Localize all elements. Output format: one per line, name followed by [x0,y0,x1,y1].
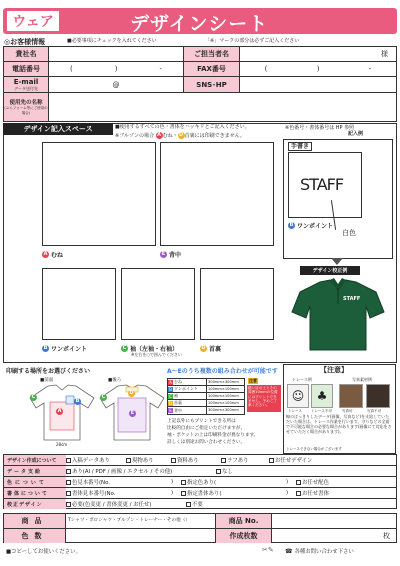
product-no-input[interactable] [272,514,396,529]
product-label: 商品 [4,514,66,529]
option-font-1-close: ) [171,490,174,496]
example-label: 記入例 [348,131,364,137]
option-label-proof: 校正デザイン [4,499,66,509]
option-proof-2[interactable]: 不要 [186,500,203,508]
print-foot-2: 比較的自由にご指定いただけますが、 [167,426,246,431]
width-dim-label: 28cm [56,442,68,447]
combo-title: A～Eのうち複数の組み合わせが可能です [167,368,278,375]
option-design-2[interactable]: 現物あり [126,456,171,464]
honorific: 様 [381,50,388,58]
email-label-text: E-mail [13,77,39,86]
print-area-heading: 印刷する場所をお選びください [6,368,91,375]
zone-e-label: E 背中 [161,251,182,259]
back-c-marker: C [101,394,106,400]
front-c-marker: C [31,394,36,400]
polo-shirt-image [290,278,386,352]
usage-sub-text: (ユニフォーム等にご使用の場合) [4,106,48,115]
proof-arrow [331,258,343,265]
product-value: Tシャツ・ポロシャツ・ブルゾン・トレーナー・その他（ [68,518,186,524]
size-values [207,378,245,415]
email-label [4,77,49,93]
front-a-marker: A [57,408,62,414]
back-d-marker: D [129,390,134,396]
tel-label: 電話番号 [4,62,49,77]
product-no-label: 商品 No. [216,514,272,529]
size-table [167,378,207,415]
paren-right: ) [316,65,320,73]
email-sub-text: データ送付先 [14,85,38,91]
dash: - [159,65,162,73]
size-value-b: 100mm×100mm [207,386,244,393]
back-e-marker: E [130,410,135,416]
print-foot-3: 袖・ポケットの上は印刷料金が異なります。 [167,433,259,438]
paren-left: ( [70,65,73,73]
usage-label-text: 使用先の名称 [9,100,43,106]
product-input[interactable] [66,514,216,529]
zone-a-badge: A [157,132,162,138]
footer-copy-note: ■コピーしてお使いください。 [6,549,81,555]
company-input[interactable] [49,47,184,62]
usage-input[interactable] [49,93,396,121]
person-label: ご担当者名 [184,47,240,62]
trace-ng-text: トレース不可 [311,409,332,413]
color-count-input[interactable] [66,529,216,543]
design-heading: デザイン記入スペース [3,123,113,135]
option-data-2[interactable]: なし [216,467,233,475]
size-value-a: 300mm×300mm [207,379,244,386]
option-design-4[interactable]: ラフあり [221,456,269,464]
option-label-font: 書体について [4,488,66,498]
photo-ng-img [366,384,390,408]
tel-input[interactable] [49,62,184,77]
zone-e-box[interactable] [160,142,274,246]
page-title: デザインシート [130,13,269,35]
person-input[interactable] [240,47,396,62]
option-color-3[interactable]: お任せ配色 [296,478,329,486]
option-font-2-close: ) [286,490,289,496]
photo-ok-img [339,384,363,408]
count-input[interactable] [272,529,396,543]
sample-zone-label: B ワンポイント [289,222,334,230]
options-table [3,454,397,509]
paren-right: ) [114,65,118,73]
phone-icon: ☎ [285,547,293,555]
option-data-1[interactable]: あり(AI / PDF / 画像 / エクセル / その他) [66,467,216,475]
front-label: ■前面 [40,378,54,383]
option-label-data: データ支給 [4,466,66,476]
trace-label: トレース例 [292,377,312,382]
front-b-marker: B [75,398,80,404]
trace-ok-text: トレース [288,409,302,413]
zone-b-box[interactable] [42,268,116,340]
design-note2: ※ブルゾンの場合 A むね・D首裏には印刷できません。 [115,132,245,139]
option-row-data [4,466,396,477]
fax-input[interactable] [240,62,396,77]
option-font-3[interactable]: お任せ書体 [296,489,329,497]
email-input[interactable] [49,77,184,93]
option-row-design [4,455,396,466]
order-table [3,513,397,543]
zone-c-label: C 袖（左袖・右袖） [122,345,179,353]
size-row-b: B ワンポイント [168,386,206,393]
option-proof-1[interactable]: 必要(色変更 / 書体変更 / お任せ) [66,500,186,508]
customer-heading: ◎お客様情報 [4,38,46,46]
print-foot-1: 上記以外にもプリントできる所は [167,419,236,424]
photo-ok-text: 写真可 [342,409,353,413]
circle-icon: ◎ [4,38,11,46]
paren-left: ( [264,65,268,73]
option-font-1[interactable]: 書体見本番号(No. [66,489,171,497]
option-design-3[interactable]: 資料あり [171,456,221,464]
count-unit: 枚 [383,532,390,540]
print-foot-4: 詳しくは別途お問い合わせください。 [167,440,246,445]
sns-input[interactable] [240,77,396,93]
customer-note-required: 「※」マークの部分は必ずご記入ください [205,38,300,44]
company-label: 貴社名 [4,47,49,62]
zone-c-sub: ※左右を○で囲んでください [131,352,182,357]
size-row-c: C 袖 [168,393,206,400]
option-color-1-close: ) [171,479,174,485]
footer-contact: ☎ 各種お問い合わせ下さい [285,547,354,555]
side-note: ※色番号・書体番号は HP 参照 [285,125,355,131]
count-label: 作成枚数 [216,529,272,543]
customer-note-checkbox: ■必要事項にチェックを入れてください [67,38,157,44]
zone-d-label: D 首裏 [201,345,222,353]
option-row-color [4,477,396,488]
size-row-e: E 背中 [169,407,182,413]
sns-label: SNS･HP [184,77,240,93]
trace-ng-img: ♣ [311,384,333,408]
size-row-a: A むね [168,379,206,386]
trace-ok-img: ☺ [287,384,309,408]
option-color-1[interactable]: 色見本番号(No. [66,478,171,486]
attention-title: 【注意】 [320,366,348,374]
sample-staff-text: STAFF [300,175,344,194]
zone-d-badge: D [179,132,184,138]
attention-sub: トレースできない場合がございます [286,447,342,451]
zone-c-box[interactable] [121,268,195,340]
customer-table [3,46,397,122]
option-color-2-close: ) [286,479,289,485]
sample-color-text: 白色 [342,229,356,237]
back-label: ■後ろ [108,378,122,383]
proof-label: デザイン校正例 [300,266,360,275]
caution-text: 縫い目の上とその周囲10mmの位置にはプリントできません。予めご了承ください。 [247,385,281,412]
handwrite-tag: 手書き [288,142,312,151]
product-close: ） [185,518,190,524]
header-tag: ウェア [7,11,59,31]
usage-label [4,93,49,121]
option-font-2[interactable]: 指定書体あり( [181,489,286,497]
option-row-font [4,488,396,499]
photo-ng-text: 写真不可 [367,409,381,413]
size-value-c: 100mm×100mm [207,393,244,400]
zone-b-label: B ワンポイント [43,345,88,353]
at-sign: @ [112,80,120,89]
zone-d-box[interactable] [200,268,274,340]
option-design-1[interactable]: 入稿データあり [66,456,126,464]
option-color-2[interactable]: 指定色あり( [181,478,286,486]
design-note1: ■使用するすべての色・書体をハッキリとご記入ください。 [115,124,250,130]
size-row-d: D 首裏 [168,400,206,407]
photo-label: 写真素材例 [352,377,372,382]
color-count-label: 色数 [4,529,66,543]
caution-tag: 注意 [249,378,257,383]
option-label-design: デザイン作成について [4,455,66,465]
footer-tools-icons: ✂✎ [262,546,274,554]
dash: - [368,65,372,73]
size-value-e: 300mm×300mm [208,408,239,412]
polo-staff-text: STAFF [343,296,361,302]
option-design-5[interactable]: お任せデザイン [269,456,312,464]
zone-a-label: A むね [43,251,64,259]
option-row-proof [4,499,396,509]
option-label-color: 色について [4,477,66,487]
zone-a-box[interactable] [42,142,156,246]
attention-text: 線のはっきりしたデータ(画像、写真など)を支給していただいた場合は、トレース作業を行います。守りなどの全面で不可能な場合の必要な場合があります(画像にて対応をさせていただく場合があります)。 [286,414,392,434]
size-value-d: 100mm×100mm [207,400,244,407]
fax-label: FAX番号 [184,62,240,77]
